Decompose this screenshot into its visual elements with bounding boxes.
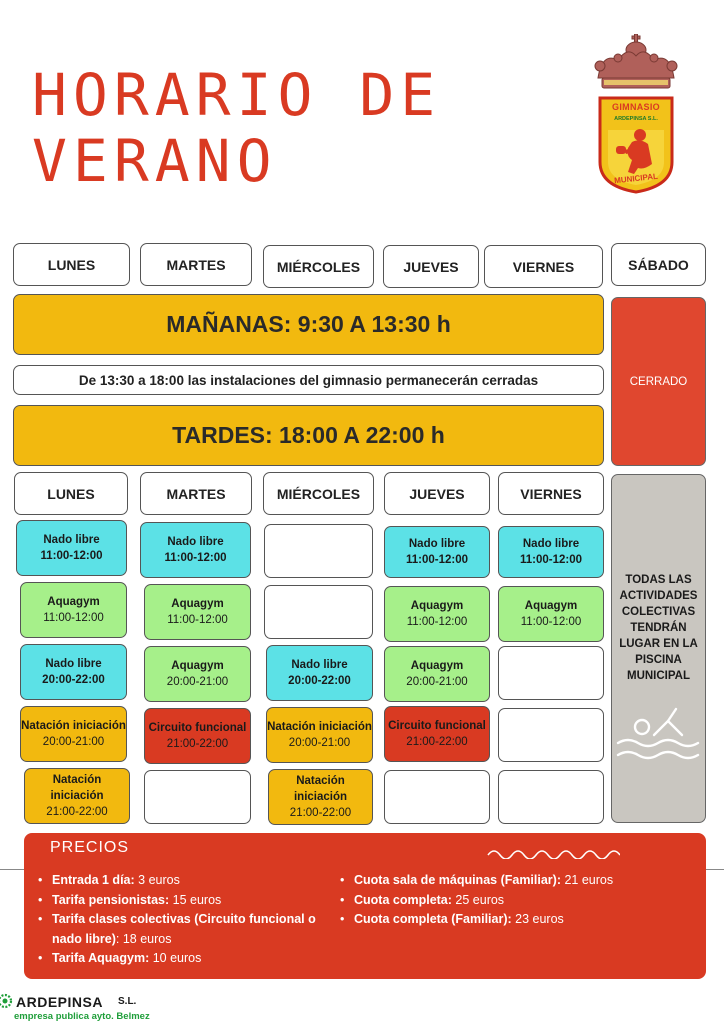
day-header-martes-2: MARTES — [140, 472, 252, 515]
class-time: 11:00-12:00 — [43, 612, 104, 624]
price-label: Cuota sala de máquinas (Familiar): — [354, 873, 561, 887]
logo-text-bottom: MUNICIPAL — [613, 171, 659, 186]
price-value: : 18 euros — [115, 931, 172, 946]
class-jueves-1 — [384, 526, 490, 578]
tardes-band: TARDES: 18:00 A 22:00 h — [13, 405, 604, 466]
class-name: Natación iniciación — [50, 774, 104, 802]
ardepinsa-logo-icon — [0, 993, 14, 1009]
class-miercoles-3 — [268, 769, 373, 825]
class-miercoles-2 — [266, 707, 373, 763]
day-header-viernes-2: VIERNES — [498, 472, 604, 515]
class-name: Aquagym — [47, 596, 100, 608]
price-label: Cuota completa (Familiar): — [354, 912, 512, 926]
class-time: 11:00-12:00 — [40, 550, 103, 562]
day-header-lunes: LUNES — [13, 243, 130, 286]
class-lunes-5 — [24, 768, 130, 824]
day-header-miercoles-2: MIÉRCOLES — [263, 472, 374, 515]
prices-list-right — [338, 871, 698, 930]
class-jueves-2 — [384, 586, 490, 642]
class-viernes-empty-3 — [498, 770, 604, 824]
wave-icon — [486, 845, 620, 859]
brand-tagline: empresa publica ayto. Belmez — [14, 1011, 150, 1022]
day-header-lunes-2: LUNES — [14, 472, 128, 515]
class-name: Circuito funcional — [388, 720, 486, 732]
class-name: Nado libre — [43, 534, 100, 546]
day-header-jueves: JUEVES — [383, 245, 479, 288]
class-lunes-2 — [20, 582, 127, 638]
class-lunes-1 — [16, 520, 127, 576]
class-lunes-3 — [20, 644, 127, 700]
class-lunes-4 — [20, 706, 127, 762]
price-item — [36, 871, 336, 891]
sabado-info-text: TODAS LAS ACTIVIDADES COLECTIVAS TENDRÁN LUGAR EN LA PISCINA MUNICIPAL — [619, 574, 698, 682]
class-martes-4 — [144, 708, 251, 764]
swimmer-icon — [614, 703, 702, 769]
gym-logo — [588, 34, 684, 194]
class-martes-empty — [144, 770, 251, 824]
price-item — [338, 910, 698, 930]
logo-text-mid: ARDEPINSA S.L. — [614, 116, 658, 122]
price-value: 15 euros — [169, 892, 222, 907]
class-time: 11:00-12:00 — [164, 552, 227, 564]
class-time: 20:00-21:00 — [406, 676, 468, 688]
class-name: Aquagym — [171, 598, 224, 610]
class-time: 21:00-22:00 — [406, 736, 468, 748]
day-header-viernes: VIERNES — [484, 245, 603, 288]
day-header-sabado: SÁBADO — [611, 243, 706, 286]
class-viernes-empty-2 — [498, 708, 604, 762]
prices-title: PRECIOS — [50, 839, 130, 856]
class-time: 11:00-12:00 — [167, 614, 228, 626]
class-time: 21:00-22:00 — [289, 807, 352, 819]
class-name: Nado libre — [522, 538, 580, 550]
class-time: 21:00-22:00 — [46, 806, 108, 818]
price-label: Tarifa pensionistas: — [52, 892, 170, 907]
class-name: Nado libre — [291, 659, 348, 671]
class-viernes-empty-1 — [498, 646, 604, 700]
price-value: 21 euros — [561, 873, 614, 887]
prices-list-left — [36, 871, 336, 969]
price-label: Tarifa clases colectivas (Circuito funcional o nado libre) — [52, 912, 316, 946]
price-item — [36, 891, 336, 911]
class-jueves-empty — [384, 770, 490, 824]
class-name: Aquagym — [410, 600, 464, 612]
class-time: 11:00-12:00 — [520, 616, 582, 628]
logo-text-top: GIMNASIO — [612, 102, 660, 112]
title-line-1: HORARIO DE — [32, 61, 442, 129]
class-jueves-4 — [384, 706, 490, 762]
class-viernes-2 — [498, 586, 604, 642]
brand-suffix: S.L. — [118, 996, 137, 1007]
page-title — [32, 62, 441, 194]
class-time: 11:00-12:00 — [406, 616, 468, 628]
price-value: 25 euros — [451, 892, 505, 907]
class-miercoles-empty-1 — [264, 524, 373, 578]
class-name: Circuito funcional — [148, 722, 247, 734]
price-item — [36, 949, 336, 969]
class-time: 11:00-12:00 — [519, 554, 583, 566]
class-name: Aquagym — [524, 600, 578, 612]
day-header-martes: MARTES — [140, 243, 252, 286]
closed-note: De 13:30 a 18:00 las instalaciones del gimnasio permanecerán cerradas — [13, 365, 604, 395]
price-value: 3 euros — [134, 873, 180, 887]
brand-name: ARDEPINSA — [16, 994, 103, 1010]
class-name: Aquagym — [410, 660, 464, 672]
title-line-2: VERANO — [32, 127, 278, 195]
class-name: Natación iniciación — [293, 775, 348, 803]
price-item — [338, 871, 698, 891]
price-value: 23 euros — [511, 912, 564, 926]
price-value: 10 euros — [149, 951, 202, 965]
class-name: Nado libre — [408, 538, 466, 550]
class-miercoles-empty-2 — [264, 585, 373, 639]
mananas-band: MAÑANAS: 9:30 A 13:30 h — [13, 294, 604, 355]
class-time: 20:00-22:00 — [42, 674, 105, 686]
class-martes-1 — [140, 522, 251, 578]
price-item — [36, 910, 336, 949]
class-name: Natación iniciación — [267, 721, 372, 733]
class-time: 20:00-21:00 — [166, 676, 229, 688]
sabado-closed-status: CERRADO — [611, 297, 706, 466]
price-label: Tarifa Aquagym: — [52, 951, 150, 965]
class-martes-2 — [144, 584, 251, 640]
class-time: 20:00-21:00 — [42, 736, 105, 748]
price-label: Entrada 1 día: — [52, 873, 135, 887]
class-name: Aquagym — [171, 660, 224, 672]
class-time: 20:00-22:00 — [288, 675, 351, 687]
class-name: Nado libre — [45, 658, 102, 670]
class-time: 21:00-22:00 — [166, 738, 229, 750]
day-header-jueves-2: JUEVES — [384, 472, 490, 515]
class-jueves-3 — [384, 646, 490, 702]
price-item — [338, 891, 698, 911]
day-header-miercoles: MIÉRCOLES — [263, 245, 374, 288]
class-miercoles-1 — [266, 645, 373, 701]
class-name: Natación iniciación — [21, 720, 126, 732]
class-martes-3 — [144, 646, 251, 702]
class-time: 11:00-12:00 — [405, 554, 469, 566]
price-label: Cuota completa: — [354, 892, 452, 907]
class-name: Nado libre — [167, 536, 224, 548]
class-time: 20:00-21:00 — [288, 737, 351, 749]
class-viernes-1 — [498, 526, 604, 578]
